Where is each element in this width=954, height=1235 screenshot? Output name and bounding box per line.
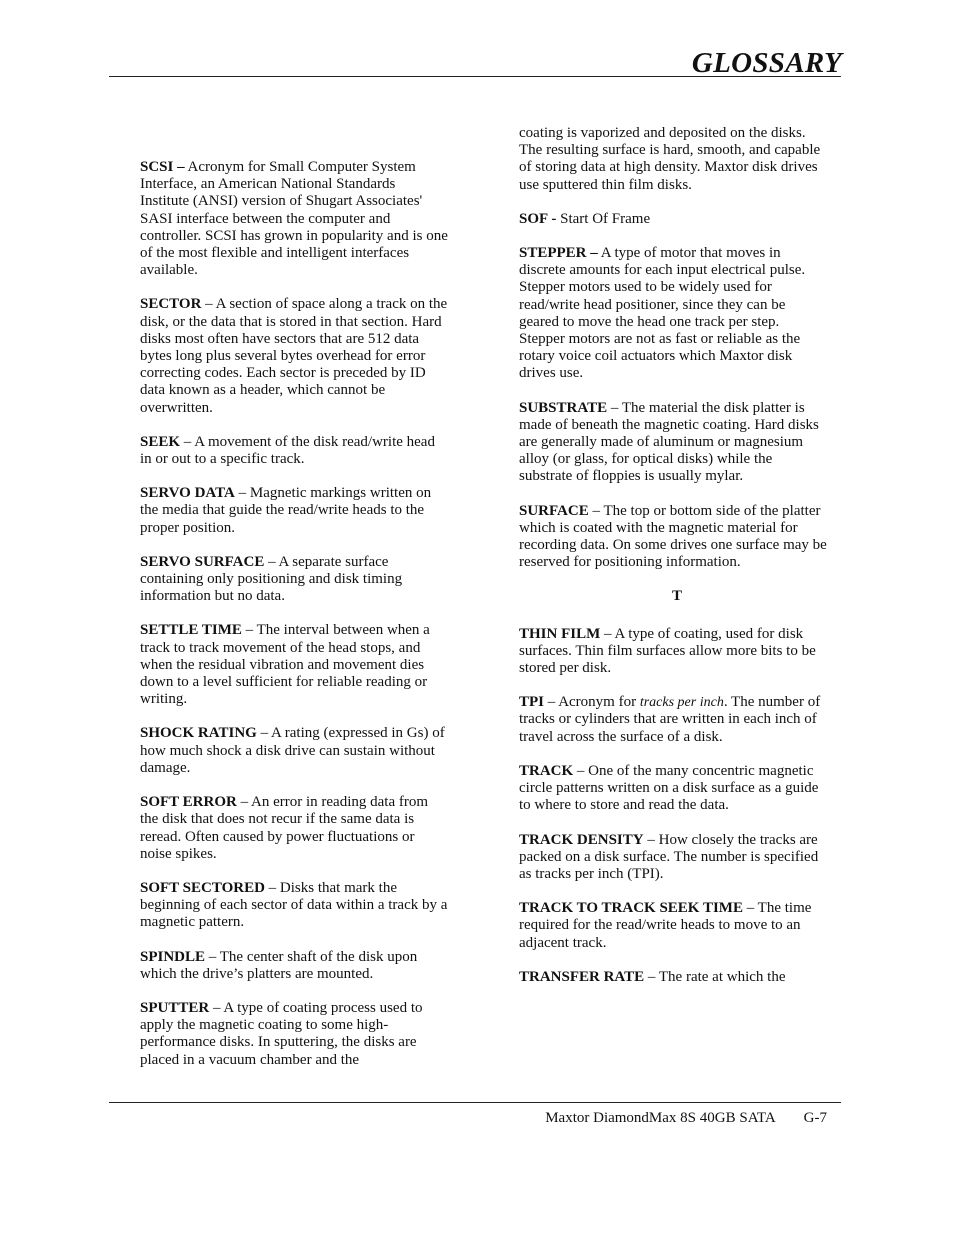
glossary-entry-servo-surface [140,554,448,606]
glossary-definition: – The material the disk platter is made of beneath the magnetic coating. Hard disks are generally made of aluminum or magnesium alloy (or glass, for optical disks) while the substrate of floppies is usually mylar. [519,399,819,485]
footer-page-number: G-7 [803,1110,827,1126]
glossary-term: SEEK [140,433,181,450]
glossary-definition: – The rate at which the [644,968,786,985]
glossary-definition: Start Of Frame [556,210,651,227]
glossary-definition: – A movement of the disk read/write head in or out to a specific track. [140,433,435,468]
glossary-entry-settle-time [140,622,448,708]
glossary-definition: – Acronym for [544,694,640,711]
glossary-definition: – Magnetic markings written on the media that guide the read/write heads to the proper position. [140,485,432,536]
glossary-definition: – The interval between when a track to track movement of the head stops, and when the residual vibration and movement dies down to a level sufficient for reliable reading or writing. [140,622,430,708]
glossary-term: TRACK DENSITY [519,831,644,848]
page-title: GLOSSARY [691,47,842,79]
page-footer [545,1109,827,1127]
glossary-term: TPI [519,694,545,711]
glossary-term: SERVO DATA [140,485,235,502]
glossary-definition-emphasis: tracks per inch [639,695,724,711]
glossary-entry-sof [519,211,827,228]
section-letter-heading: T [671,588,682,605]
glossary-entry-tpi [519,694,827,746]
glossary-term: SOFT ERROR [140,794,237,811]
glossary-term: STEPPER – [519,245,598,262]
glossary-term: SECTOR [140,296,202,313]
glossary-entry-track-density [519,832,827,884]
glossary-definition: – A type of coating, used for disk surfaces. Thin film surfaces allow more bits to be stored per disk. [519,625,816,677]
glossary-entry-transfer-rate [519,969,827,986]
glossary-definition: – A separate surface containing only positioning and disk timing information but no data. [140,553,403,605]
glossary-definition: – A type of coating process used to apply the magnetic coating to some high-performance disks. In sputtering, the disks are placed in a vacuum chamber and the [140,999,423,1068]
glossary-term: SOFT SECTORED [140,879,265,896]
glossary-term: THIN FILM [519,625,601,642]
glossary-entry-soft-error [140,794,448,863]
glossary-entry-substrate [519,400,827,486]
glossary-definition: . The number of tracks or cylinders that are written in each inch of travel across the surface of a disk. [519,694,821,745]
glossary-term: SERVO SURFACE [140,553,265,570]
glossary-term: SCSI – [140,159,185,175]
glossary-entry-sputter [140,1000,448,1069]
glossary-entry-surface [519,503,827,572]
footer-product-name: Maxtor DiamondMax 8S 40GB SATA [545,1110,776,1126]
glossary-definition: Acronym for Small Computer System Interface, an American National Standards Institute (ANSI) version of Shugart Associates' SASI interface between the computer and controller. SCSI has grown in popularity and is one of the most flexible and intelligent interfaces available. [140,159,448,279]
glossary-entry-track-to-track-seek-time [519,900,827,952]
glossary-definition: – Disks that mark the beginning of each sector of data within a track by a magnetic pattern. [140,879,448,931]
glossary-term: SURFACE [519,502,589,519]
glossary-entry-servo-data [140,485,448,537]
footer-rule [109,1102,841,1103]
glossary-term: SHOCK RATING [140,725,257,742]
glossary-term: TRACK TO TRACK SEEK TIME [519,900,743,917]
glossary-entry-sector [140,296,448,416]
glossary-right-column [519,125,827,1003]
glossary-entry-stepper [519,245,827,383]
glossary-definition: coating is vaporized and deposited on the disks. The resulting surface is hard, smooth, and capable of storing data at high density. Maxtor disk drives use sputtered thin film disks. [519,125,821,193]
glossary-definition: – The time required for the read/write heads to move to an adjacent track. [519,900,812,951]
glossary-entry-spindle [140,949,448,983]
glossary-definition: – The center shaft of the disk upon which the drive’s platters are mounted. [140,948,418,982]
glossary-term: SUBSTRATE [519,399,608,416]
glossary-left-column [140,159,448,1086]
glossary-definition: – A section of space along a track on the disk, or the data that is stored in that section. Hard disks most often have sectors that are 512 data bytes long plus several bytes overhead for error correcting codes. Each sector is preceded by ID data known as a header, which cannot be overwritten. [140,296,448,416]
glossary-term: SPUTTER [140,999,210,1016]
glossary-entry-soft-sectored [140,880,448,932]
glossary-entry-shock-rating [140,725,448,777]
glossary-entry-track [519,763,827,815]
glossary-term: SETTLE TIME [140,622,242,639]
glossary-definition: – The top or bottom side of the platter which is coated with the magnetic material for recording data. On some drives one surface may be reserved for positioning information. [519,502,827,571]
glossary-definition: A type of motor that moves in discrete amounts for each input electrical pulse. Stepper motors used to be widely used for read/write head positioner, since they can be geared to move the head one track per step. Stepper motors are not as fast or reliable as the rotary voice coil actuators which Maxtor disk drives use. [519,245,806,382]
glossary-term: SPINDLE [140,948,206,965]
glossary-definition: – A rating (expressed in Gs) of how much shock a disk drive can sustain without damage. [140,725,445,776]
glossary-term: TRACK [519,762,574,779]
glossary-entry-sputter-continued [519,125,827,194]
glossary-definition: – How closely the tracks are packed on a disk surface. The number is specified as tracks per inch (TPI). [519,831,819,882]
glossary-entry-scsi [140,159,448,279]
glossary-definition: – An error in reading data from the disk that does not recur if the same data is reread. Often caused by power fluctuations or noise spikes. [140,794,429,862]
glossary-term: TRANSFER RATE [519,968,645,985]
header-rule [109,76,841,77]
glossary-definition: – One of the many concentric magnetic circle patterns written on a disk surface as a guide to where to store and read the data. [519,762,819,814]
glossary-entry-seek [140,434,448,468]
glossary-term: SOF - [519,210,557,227]
glossary-entry-thin-film [519,626,827,678]
